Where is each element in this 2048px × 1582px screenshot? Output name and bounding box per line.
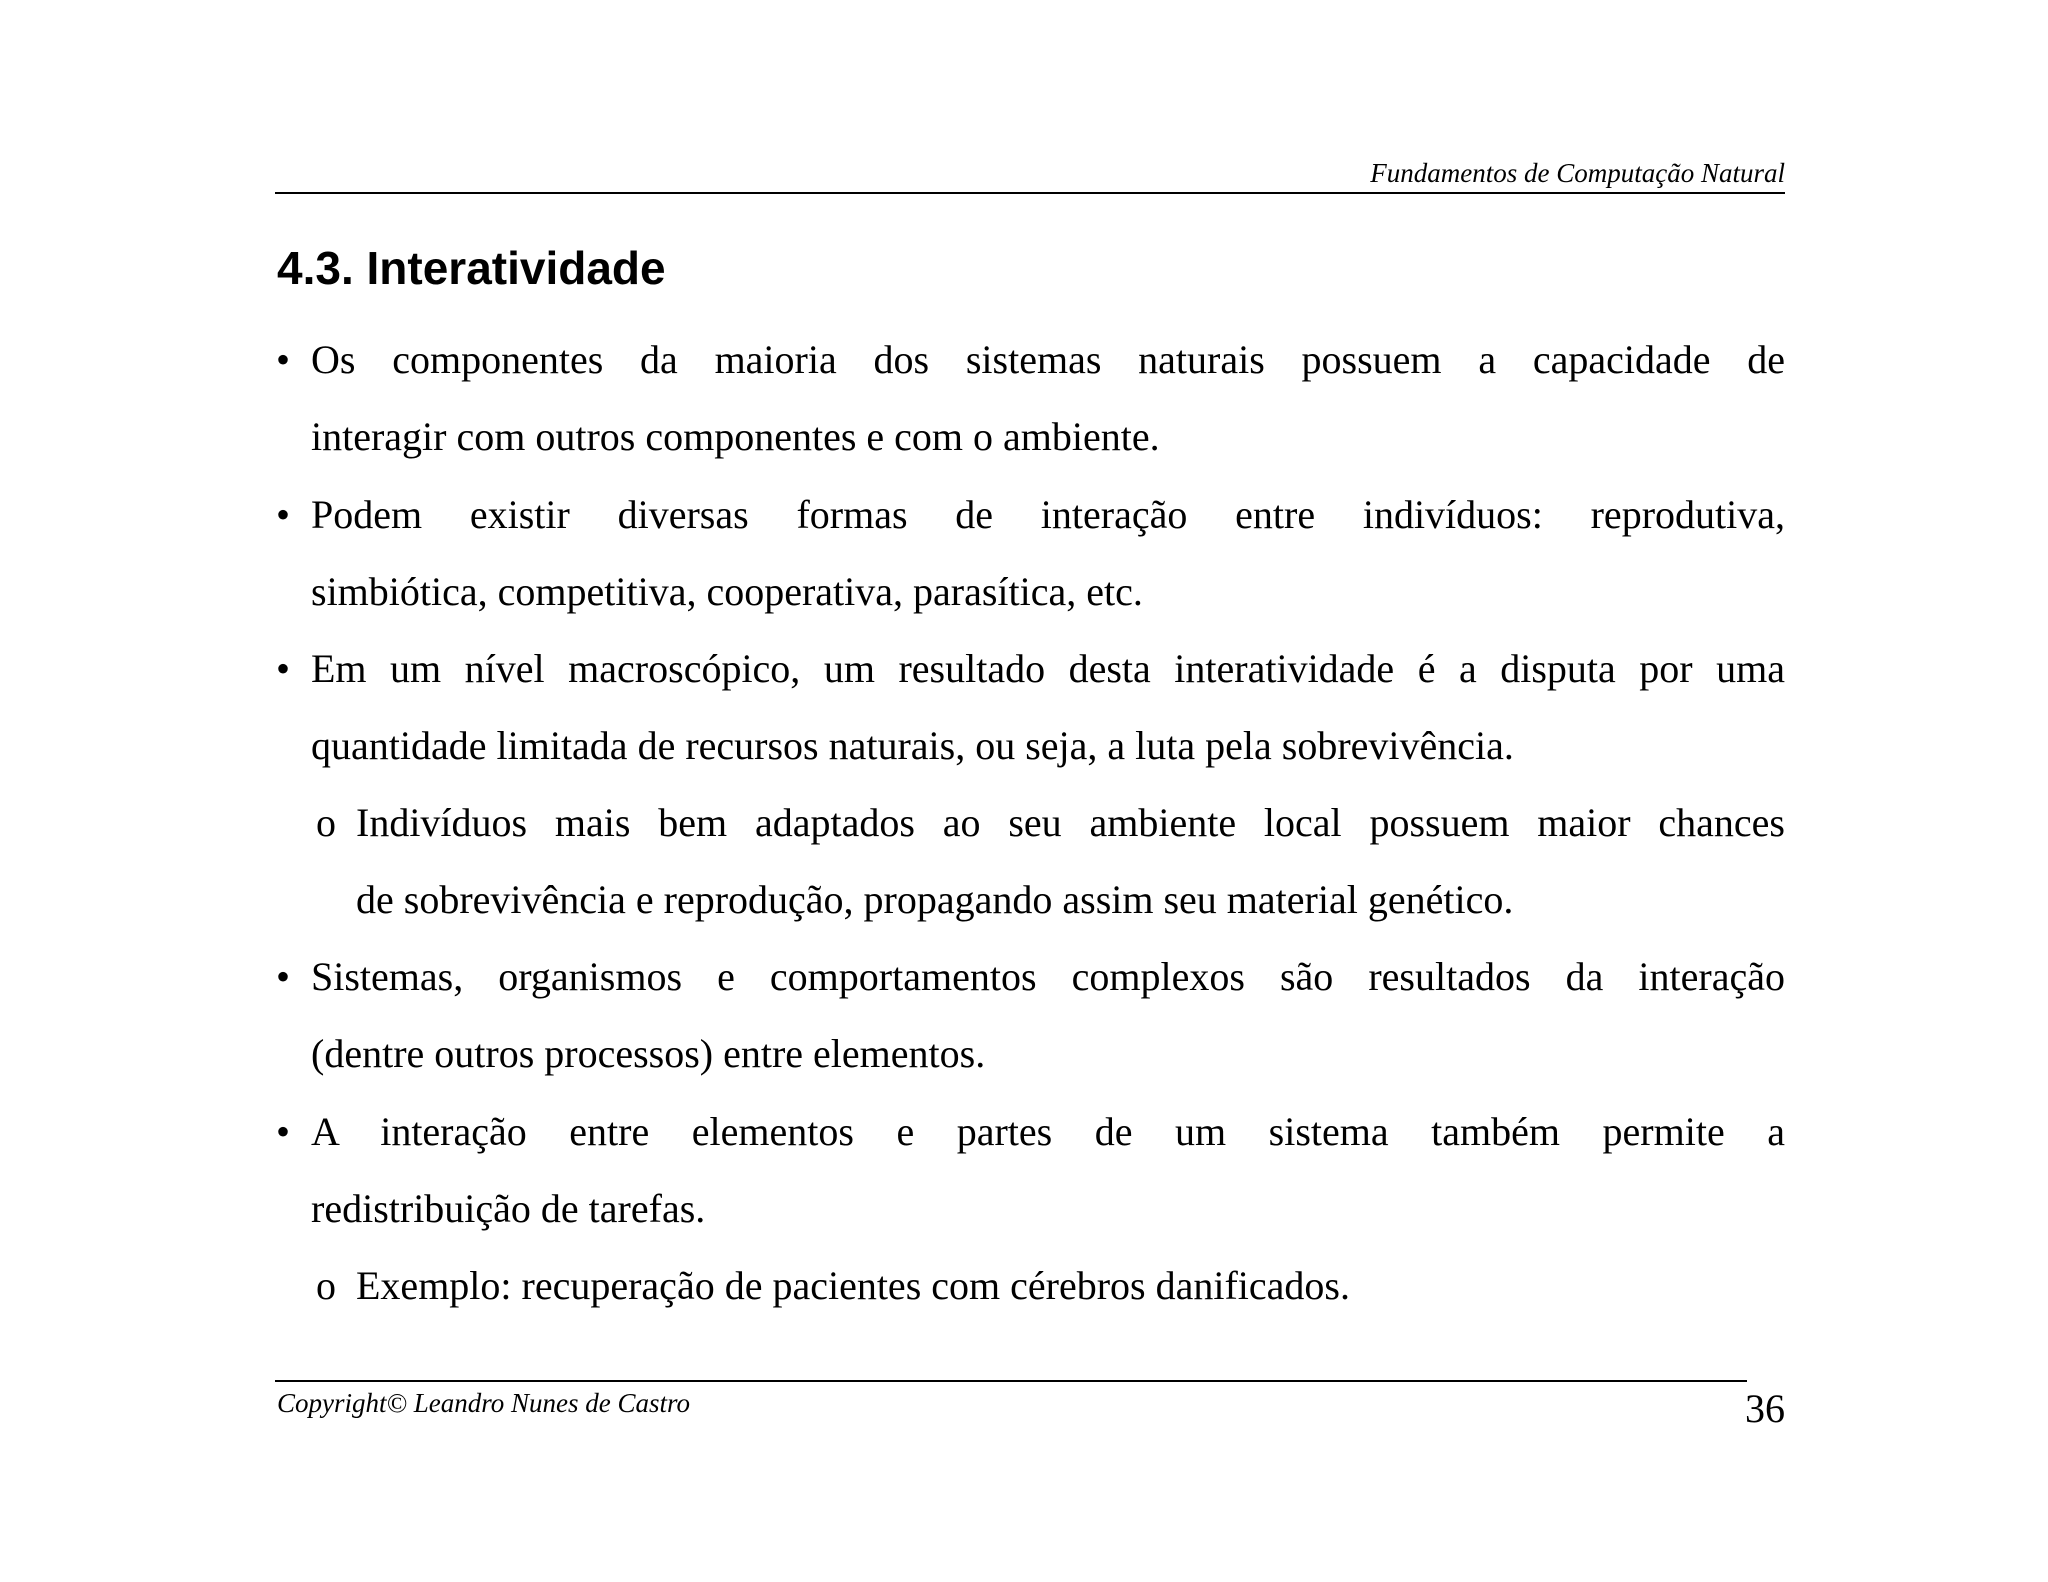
- list-item-5-sub-line-1: Exemplo: recuperação de pacientes com cérebros danificados.: [356, 1263, 1350, 1308]
- sub-bullet-marker: o: [316, 800, 336, 845]
- bullet-marker: •: [276, 646, 291, 691]
- list-item-4-line-2: (dentre outros processos) entre elementos.: [311, 1031, 986, 1076]
- running-header: Fundamentos de Computação Natural: [1370, 158, 1785, 188]
- list-item-2-line-1: Podem existir diversas formas de interação entre indivíduos: reprodutiva,: [311, 492, 1785, 537]
- list-item-1-line-1: Os componentes da maioria dos sistemas naturais possuem a capacidade de: [311, 337, 1785, 382]
- list-item-5-line-2: redistribuição de tarefas.: [311, 1186, 706, 1231]
- list-item-1-line-2: interagir com outros componentes e com o ambiente.: [311, 414, 1160, 459]
- footer-divider: [275, 1380, 1747, 1382]
- list-item-5-line-1: A interação entre elementos e partes de um sistema também permite a: [311, 1109, 1785, 1154]
- list-item-3-line-1: Em um nível macroscópico, um resultado desta interatividade é a disputa por uma: [311, 646, 1785, 691]
- bullet-marker: •: [276, 337, 291, 382]
- bullet-marker: •: [276, 492, 291, 537]
- footer-copyright: Copyright© Leandro Nunes de Castro: [277, 1388, 691, 1418]
- list-item-3-sub-line-2: de sobrevivência e reprodução, propagando assim seu material genético.: [356, 877, 1514, 922]
- page-number: 36: [1745, 1386, 1785, 1431]
- list-item-3-sub-line-1: Indivíduos mais bem adaptados ao seu ambiente local possuem maior chances: [356, 800, 1785, 845]
- list-item-4-line-1: Sistemas, organismos e comportamentos complexos são resultados da interação: [311, 954, 1785, 999]
- list-item-2-line-2: simbiótica, competitiva, cooperativa, parasítica, etc.: [311, 569, 1143, 614]
- bullet-marker: •: [276, 954, 291, 999]
- sub-bullet-marker: o: [316, 1263, 336, 1308]
- bullet-marker: •: [276, 1109, 291, 1154]
- section-title: 4.3. Interatividade: [277, 242, 666, 294]
- list-item-3-line-2: quantidade limitada de recursos naturais, ou seja, a luta pela sobrevivência.: [311, 723, 1514, 768]
